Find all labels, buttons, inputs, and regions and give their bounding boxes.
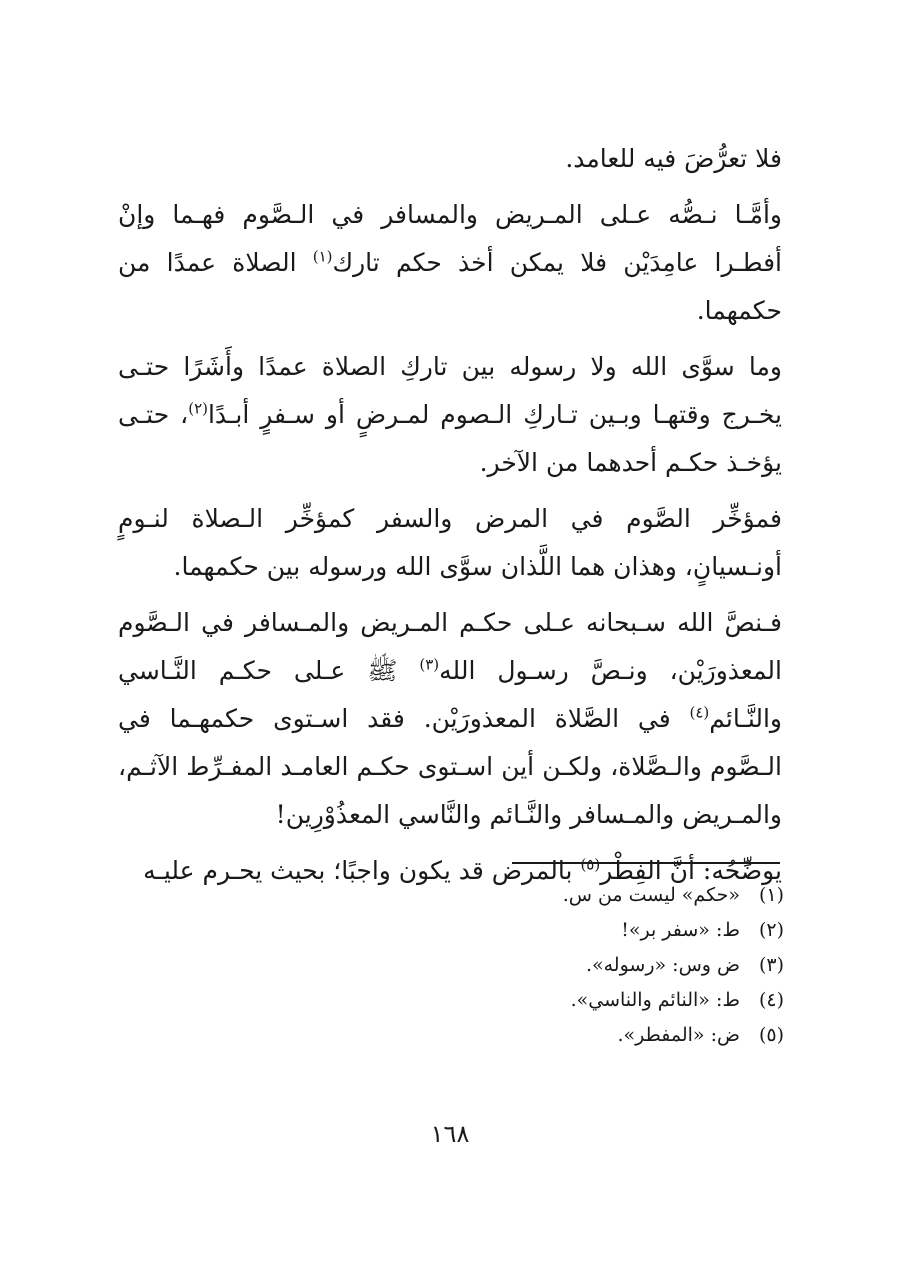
footnote-3 [300, 948, 784, 983]
footnote-number: (٣) [758, 954, 784, 976]
footnote-text: ط: «النائم والناسي». [570, 989, 740, 1011]
paragraph-4-text: فمؤخِّر الصَّوم في المرض والسفر كمؤخِّر الـصلاة لنـومٍ أونـسيانٍ، وهذان هما اللَّذان سوَّى الله ورسوله بين حكمهما. [118, 504, 782, 581]
footnote-5 [300, 1018, 784, 1053]
footnote-number: (٥) [758, 1024, 784, 1046]
paragraph-1 [118, 135, 782, 183]
paragraph-2 [118, 191, 782, 335]
paragraph-3 [118, 343, 782, 487]
paragraph-2-text-a: وأمَّـا نـصُّه عـلى المـريض والمسافر في الـصَّوم فهـما وإنْ أفطـرا عامِدَيْن فلا يمكن أخذ حكم تارك [118, 200, 782, 277]
paragraph-6-text-b: بالمرض قد يكون واجبًا؛ بحيث يحـرم عليـه [143, 856, 581, 885]
footnote-1 [300, 878, 784, 913]
paragraph-5 [118, 599, 782, 839]
footnote-2 [300, 913, 784, 948]
footnote-number: (٤) [758, 989, 784, 1011]
footnote-text: ط: «سفر بر»! [621, 919, 740, 941]
footnote-ref-5: (٥) [580, 855, 601, 874]
paragraph-3-text-b: ، حتـى يؤخـذ حكـم أحدهما من الآخر. [118, 400, 782, 477]
footnote-number: (٢) [758, 919, 784, 941]
paragraph-1-text: فلا تعرُّضَ فيه للعامد. [565, 144, 782, 173]
paragraph-3-text-a: وما سوَّى الله ولا رسوله بين تاركِ الصلاة عمدًا وأَشَرًا حتـى يخـرج وقتهـا وبـين تـاركِ الـصوم لمـرضٍ أو سـفرٍ أبـدًا [118, 352, 782, 429]
footnote-ref-1: (١) [312, 247, 333, 266]
paragraph-5-text-c: في الصَّلاة المعذورَيْن. فقد اسـتوى حكمهـما في الـصَّوم والـصَّلاة، ولكـن أين اسـتوى حكـم العامـد المفـرِّط الآثـم، والمـريض والمـسافر والنَّـائم والنَّاسي المعذُوْرِين! [118, 704, 782, 829]
footnote-text: «حكم» ليست من س. [562, 884, 740, 906]
footnotes-list [300, 878, 784, 1053]
page-number: ١٦٨ [430, 1120, 470, 1148]
footnote-ref-3: (٣) [419, 655, 440, 674]
footnote-ref-2: (٢) [188, 399, 208, 418]
footnote-ref-4: (٤) [689, 703, 710, 722]
footnote-separator [512, 862, 780, 864]
footnote-text: ض وس: «رسوله». [585, 954, 740, 976]
paragraph-5-text-b: ﷺ عـلى حكـم النَّـاسي والنَّـائم [118, 656, 782, 733]
footnote-4 [300, 983, 784, 1018]
main-text [118, 135, 782, 903]
paragraph-2-text-b: الصلاة عمدًا من حكمهما. [118, 248, 782, 325]
paragraph-6-text-a: يوضِّحُه: أنَّ الفِطْر [600, 856, 782, 885]
paragraph-5-text-a: فـنصَّ الله سـبحانه عـلى حكـم المـريض والمـسافر في الـصَّوم المعذورَيْن، ونـصَّ رسـول الله [118, 608, 782, 685]
footnote-number: (١) [758, 884, 784, 906]
paragraph-4 [118, 495, 782, 591]
footnote-text: ض: «المفطر». [617, 1024, 740, 1046]
